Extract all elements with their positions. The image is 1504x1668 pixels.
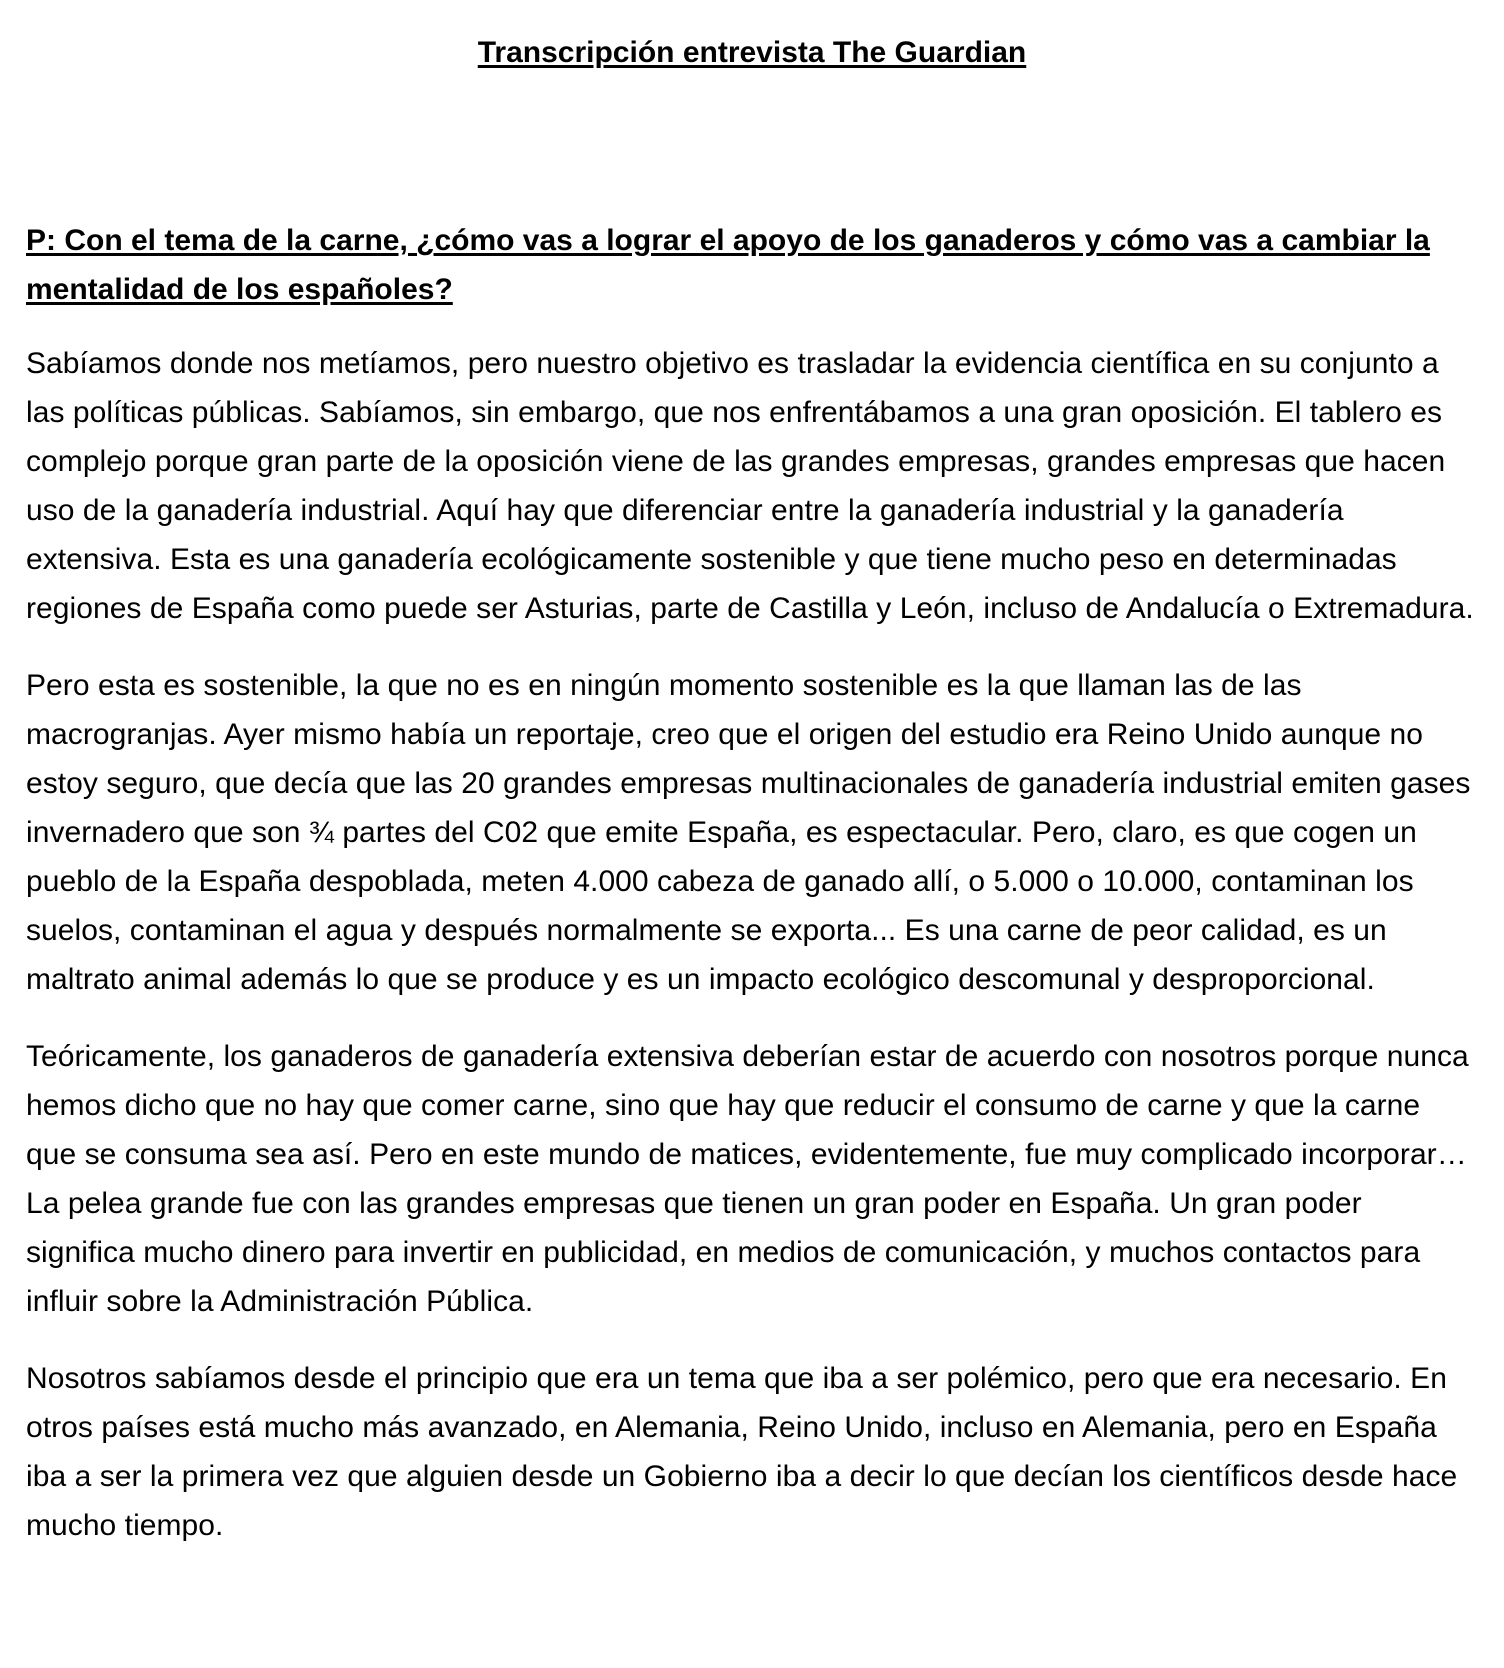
answer-paragraph-3: Teóricamente, los ganaderos de ganadería extensiva deberían estar de acuerdo con nosotros porque nunca hemos dicho que no hay que comer carne, sino que hay que reducir el consumo de carne y que la carne que se consuma sea así. Pero en este mundo de matices, evidentemente, fue muy complicado incorporar… La pelea grande fue con las grandes empresas que tienen un gran poder en España. Un gran poder significa mucho dinero para invertir en publicidad, en medios de comunicación, y muchos contactos para influir sobre la Administración Pública. [26, 1040, 1469, 1318]
answer-paragraph-2: Pero esta es sostenible, la que no es en ningún momento sostenible es la que llaman las de las macrogranjas. Ayer mismo había un reportaje, creo que el origen del estudio era Reino Unido aunque no estoy seguro, que decía que las 20 grandes empresas multinacionales de ganadería industrial emiten gases invernadero que son ¾ partes del C02 que emite España, es espectacular. Pero, claro, es que cogen un pueblo de la España despoblada, meten 4.000 cabeza de ganado allí, o 5.000 o 10.000, contaminan los suelos, contaminan el agua y después normalmente se exporta... Es una carne de peor calidad, es un maltrato animal además lo que se produce y es un impacto ecológico descomunal y desproporcional. [26, 669, 1471, 996]
document-page [26, 0, 1478, 1550]
document-title [26, 32, 1478, 74]
document-title-text: Transcripción entrevista The Guardian [477, 36, 1027, 69]
answer-paragraph-4: Nosotros sabíamos desde el principio que era un tema que iba a ser polémico, pero que era necesario. En otros países está mucho más avanzado, en Alemania, Reino Unido, incluso en Alemania, pero en España iba a ser la primera vez que alguien desde un Gobierno iba a decir lo que decían los científicos desde hace mucho tiempo. [26, 1362, 1458, 1542]
interview-question: P: Con el tema de la carne, ¿cómo vas a lograr el apoyo de los ganaderos y cómo vas a cambiar la mentalidad de los españoles? [26, 224, 1430, 306]
answer-paragraph-1: Sabíamos donde nos metíamos, pero nuestro objetivo es trasladar la evidencia científica en su conjunto a las políticas públicas. Sabíamos, sin embargo, que nos enfrentábamos a una gran oposición. El tablero es complejo porque gran parte de la oposición viene de las grandes empresas, grandes empresas que hacen uso de la ganadería industrial. Aquí hay que diferenciar entre la ganadería industrial y la ganadería extensiva. Esta es una ganadería ecológicamente sostenible y que tiene mucho peso en determinadas regiones de España como puede ser Asturias, parte de Castilla y León, incluso de Andalucía o Extremadura. [26, 347, 1474, 625]
